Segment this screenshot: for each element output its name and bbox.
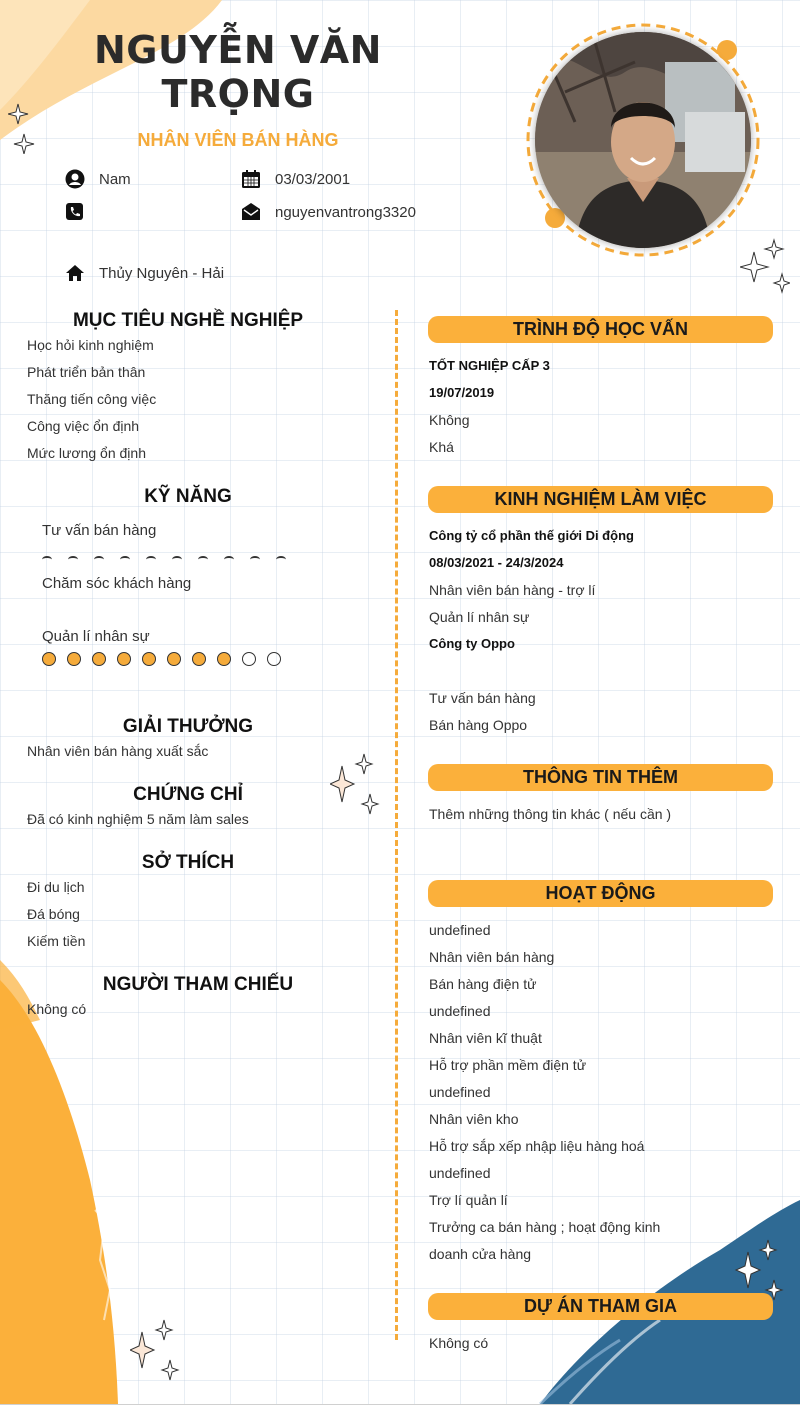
email-text: nguyenvantrong3320 [275,204,416,221]
rating-dot [167,652,181,666]
user-icon [65,169,85,189]
rating-dot [267,652,281,666]
activity-line: Bán hàng điện tử [429,976,537,992]
hobby-item: Đá bóng [27,906,80,922]
references-title: NGƯỜI THAM CHIẾU [102,974,294,995]
rating-dot [42,652,56,666]
hobbies-title: SỞ THÍCH [141,852,235,873]
activity-line: undefined [429,922,491,938]
rating-dot [242,652,256,666]
activity-line: Hỗ trợ phần mềm điện tử [429,1057,587,1073]
experience-company: Công tỷ cổ phần thế giới Di động [429,528,634,543]
experience-period: 08/03/2021 - 24/3/2024 [429,555,564,570]
sparkle-icon [130,1318,180,1384]
more-info-title: THÔNG TIN THÊM [428,764,773,791]
education-line: Không [429,412,470,428]
activities-title: HOẠT ĐỘNG [428,880,773,907]
activity-line: Hỗ trợ sắp xếp nhập liệu hàng hoá [429,1138,645,1154]
skill-name: Quản lí nhân sự [42,628,150,645]
rating-dot [92,652,106,666]
education-title: TRÌNH ĐỘ HỌC VẤN [428,316,773,343]
projects-text: Không có [429,1335,489,1351]
phone-icon [65,202,85,222]
avatar [535,32,751,248]
activity-line: undefined [429,1003,491,1019]
home-icon [65,263,85,283]
activity-line: undefined [429,1084,491,1100]
reference-item: Không có [27,1001,87,1017]
candidate-name: NGUYỄN VĂN TRỌNG [94,28,382,116]
projects-title: DỰ ÁN THAM GIA [428,1293,773,1320]
skill-name: Tư vấn bán hàng [42,522,157,539]
activity-line: Nhân viên bán hàng [429,949,555,965]
job-title: NHÂN VIÊN BÁN HÀNG [137,130,339,150]
experience-role: Nhân viên bán hàng - trợ lí [429,582,596,598]
experience-desc: Quản lí nhân sự [429,609,530,625]
awards-title: GIẢI THƯỞNG [122,716,254,737]
rating-dot [117,652,131,666]
gender-text: Nam [99,171,131,188]
bottom-left-brush-decoration [0,960,130,1404]
skills-title: KỸ NĂNG [144,486,232,507]
skill-rating [42,652,281,666]
hobby-item: Kiếm tiền [27,933,86,949]
rating-dot [142,652,156,666]
address-text: Thủy Nguyên - Hải [99,265,225,282]
education-school: TỐT NGHIỆP CẤP 3 [429,358,550,373]
sparkle-icon [8,102,38,154]
activity-line: Nhân viên kho [429,1111,519,1127]
experience-company: Công ty Oppo [429,636,515,651]
rating-dot [67,652,81,666]
skill-rating-partial [42,556,286,563]
birthday-text: 03/03/2001 [275,171,351,188]
calendar-icon [241,169,261,189]
experience-title: KINH NGHIỆM LÀM VIỆC [428,486,773,513]
objective-item: Mức lương ổn định [27,445,146,461]
column-divider [395,310,398,1340]
rating-dot [217,652,231,666]
rating-dot [192,652,206,666]
objective-title: MỤC TIÊU NGHỀ NGHIỆP [72,310,304,331]
activity-line: undefined [429,1165,491,1181]
education-date: 19/07/2019 [429,385,495,400]
skill-name: Chăm sóc khách hàng [42,575,192,592]
objective-item: Thăng tiến công việc [27,391,157,407]
education-line: Khá [429,439,454,455]
experience-desc: Bán hàng Oppo [429,717,528,733]
activity-line: Trợ lí quản lí [429,1192,508,1208]
objective-item: Phát triển bản thân [27,364,146,380]
experience-role: Tư vấn bán hàng [429,690,536,706]
objective-item: Công việc ổn định [27,418,140,434]
objective-item: Học hỏi kinh nghiệm [27,337,154,353]
certificate-item: Đã có kinh nghiệm 5 năm làm sales [27,811,249,827]
award-item: Nhân viên bán hàng xuất sắc [27,743,209,759]
activity-line: Trưởng ca bán hàng ; hoạt động kinh [429,1219,661,1235]
certificates-title: CHỨNG CHỈ [133,784,243,805]
hobby-item: Đi du lịch [27,879,85,895]
envelope-open-icon [241,201,261,221]
activity-line: Nhân viên kĩ thuật [429,1030,542,1046]
more-info-text: Thêm những thông tin khác ( nếu cần ) [429,806,672,822]
activity-line: doanh cửa hàng [429,1246,532,1262]
